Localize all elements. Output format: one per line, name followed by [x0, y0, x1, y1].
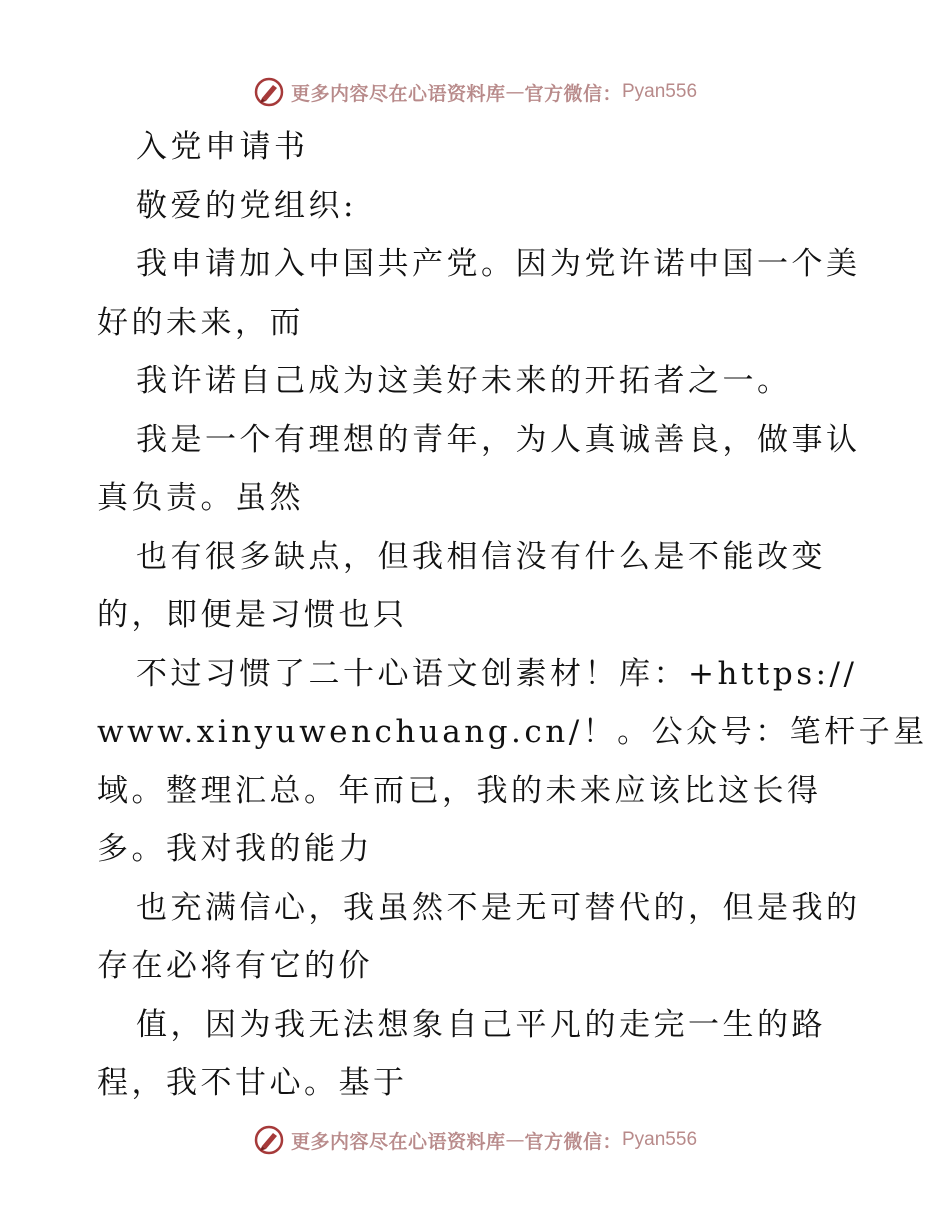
pen-logo-icon — [253, 1124, 285, 1156]
paragraph-line: 多。我对我的能力 — [97, 831, 373, 867]
header-wechat-id: Pyan556 — [622, 81, 698, 102]
document-body — [97, 118, 928, 1113]
paragraph-line: 我是一个有理想的青年，为人真诚善良，做事认 — [136, 421, 861, 458]
footer-wechat-label: 官方微信： — [524, 1130, 622, 1153]
footer-banner-separator: — — [505, 1129, 525, 1151]
paragraph-line: 我申请加入中国共产党。因为党许诺中国一个美 — [136, 246, 861, 282]
paragraph-line: 好的未来，而 — [97, 304, 304, 341]
paragraph-line: 值，因为我无法想象自己平凡的走完一生的路 — [136, 1006, 826, 1043]
salutation: 敬爱的党组织: — [136, 187, 357, 224]
paragraph-line: 不过习惯了二十心语文创素材！库：+https:// — [136, 655, 858, 692]
document-title: 入党申请书 — [136, 129, 309, 165]
paragraph-line: 我许诺自己成为这美好未来的开拓者之一。 — [136, 363, 792, 399]
paragraph-line: 也有很多缺点，但我相信没有什么是不能改变 — [136, 538, 826, 575]
footer-banner-text: 更多内容尽在心语资料库 — [290, 1130, 506, 1153]
header-watermark-banner — [0, 72, 950, 112]
header-banner-text: 更多内容尽在心语资料库 — [290, 82, 506, 105]
paragraph-line: 也充满信心，我虽然不是无可替代的，但是我的 — [136, 889, 861, 926]
header-wechat-label: 官方微信： — [524, 82, 622, 105]
paragraph-line: 存在必将有它的价 — [97, 948, 373, 984]
paragraph-line: www.xinyuwenchuang.cn/！。公众号：笔杆子星 — [97, 714, 928, 750]
header-banner-separator: — — [505, 81, 525, 103]
footer-wechat-id: Pyan556 — [622, 1129, 698, 1150]
footer-watermark-banner — [0, 1120, 950, 1160]
paragraph-line: 程，我不甘心。基于 — [97, 1065, 408, 1101]
paragraph-line: 真负责。虽然 — [97, 480, 304, 516]
pen-logo-icon — [253, 76, 285, 108]
paragraph-line: 域。整理汇总。年而已，我的未来应该比这长得 — [97, 772, 822, 809]
paragraph-line: 的，即便是习惯也只 — [97, 597, 408, 633]
